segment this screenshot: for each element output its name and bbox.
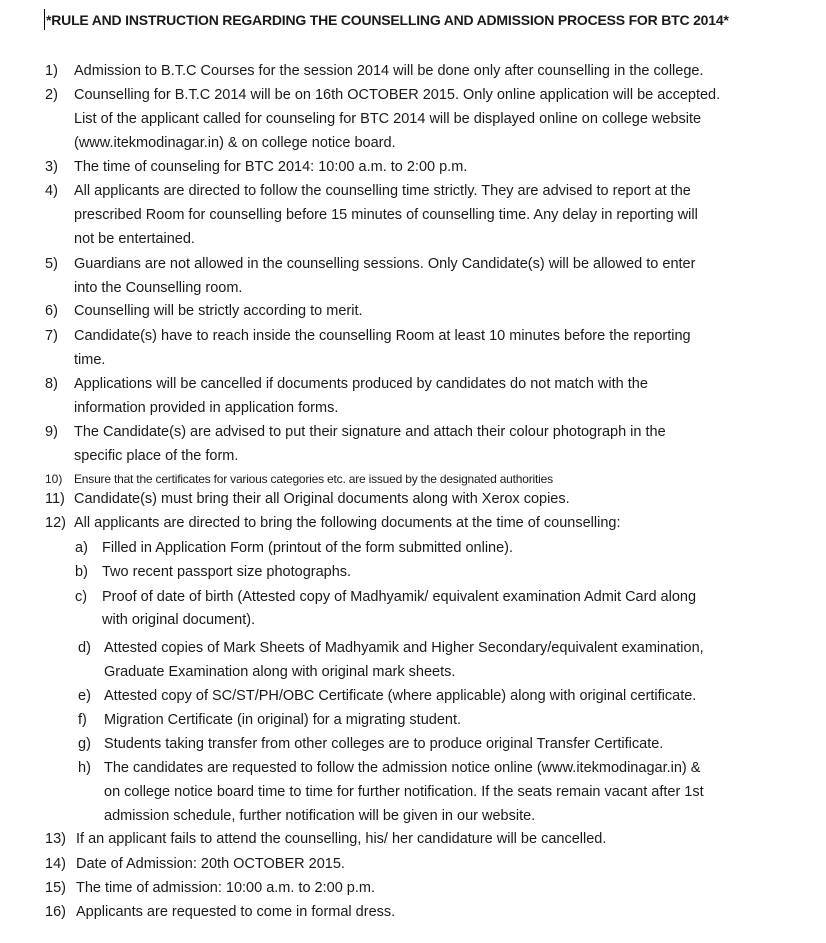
continuation-text: into the Counselling room.	[74, 280, 243, 296]
continuation-text: time.	[74, 352, 106, 368]
list-number: 7)	[45, 328, 58, 344]
list-number: a)	[75, 540, 88, 556]
list-number: 15)	[45, 880, 66, 896]
list-number: 14)	[45, 856, 66, 872]
page-title: *RULE AND INSTRUCTION REGARDING THE COUNSELLING AND ADMISSION PROCESS FOR BTC 2014*	[46, 12, 729, 28]
continuation-text: information provided in application forms.	[74, 400, 339, 416]
list-number: d)	[78, 640, 91, 656]
continuation-text: with original document).	[102, 612, 256, 628]
item-4-text: All applicants are directed to follow the counselling time strictly. They are advised to report at the	[74, 183, 691, 199]
item-13-text: If an applicant fails to attend the counselling, his/ her candidature will be cancelled.	[76, 831, 607, 847]
item-d-text: Attested copies of Mark Sheets of Madhyamik and Higher Secondary/equivalent examination,	[104, 640, 704, 656]
list-number: c)	[75, 589, 88, 605]
list-number: e)	[78, 688, 91, 704]
item-e-text: Attested copy of SC/ST/PH/OBC Certificate (where applicable) along with original certificate.	[104, 688, 697, 704]
list-number: h)	[78, 760, 91, 776]
list-number: b)	[75, 564, 88, 580]
continuation-text: Graduate Examination along with original mark sheets.	[104, 664, 456, 680]
item-6-text: Counselling will be strictly according to merit.	[74, 303, 363, 319]
item-c-text: Proof of date of birth (Attested copy of Madhyamik/ equivalent examination Admit Card along	[102, 589, 697, 605]
continuation-text: admission schedule, further notification will be given in our website.	[104, 808, 536, 824]
item-3-text: The time of counseling for BTC 2014: 10:00 a.m. to 2:00 p.m.	[74, 159, 468, 175]
item-15-text: The time of admission: 10:00 a.m. to 2:00 p.m.	[76, 880, 376, 896]
continuation-text: on college notice board time to time for further notification. If the seats remain vacant after 1st	[104, 784, 704, 800]
item-1-text: Admission to B.T.C Courses for the session 2014 will be done only after counselling in the college.	[74, 63, 704, 79]
list-number: 11)	[45, 491, 65, 507]
item-2-text: Counselling for B.T.C 2014 will be on 16th OCTOBER 2015. Only online application will be accepted.	[74, 87, 721, 103]
item-7-text: Candidate(s) have to reach inside the counselling Room at least 10 minutes before the reporting	[74, 328, 691, 344]
continuation-text: List of the applicant called for counseling for BTC 2014 will be displayed online on college website	[74, 111, 702, 127]
item-b-text: Two recent passport size photographs.	[102, 564, 352, 580]
item-14-text: Date of Admission: 20th OCTOBER 2015.	[76, 856, 345, 872]
list-number: 10)	[45, 472, 63, 486]
item-f-text: Migration Certificate (in original) for a migrating student.	[104, 712, 462, 728]
item-8-text: Applications will be cancelled if documents produced by candidates do not match with the	[74, 376, 648, 392]
item-g-text: Students taking transfer from other colleges are to produce original Transfer Certificate.	[104, 736, 664, 752]
item-12-text: All applicants are directed to bring the following documents at the time of counselling:	[74, 515, 621, 531]
list-number: 6)	[45, 303, 58, 319]
list-number: 13)	[45, 831, 66, 847]
item-9-text: The Candidate(s) are advised to put their signature and attach their colour photograph in the	[74, 424, 666, 440]
item-a-text: Filled in Application Form (printout of the form submitted online).	[102, 540, 514, 556]
list-number: f)	[78, 712, 87, 728]
list-number: 3)	[45, 159, 58, 175]
item-5-text: Guardians are not allowed in the counselling sessions. Only Candidate(s) will be allowed to enter	[74, 256, 696, 272]
continuation-text: not be entertained.	[74, 231, 195, 247]
list-number: 16)	[45, 904, 66, 920]
item-10-text: Ensure that the certificates for various categories etc. are issued by the designated authorities	[74, 472, 553, 486]
list-number: 5)	[45, 256, 58, 272]
continuation-text: (www.itekmodinagar.in) & on college notice board.	[74, 135, 396, 151]
list-number: 12)	[45, 515, 66, 531]
list-number: 9)	[45, 424, 58, 440]
list-number: 8)	[45, 376, 58, 392]
list-number: 1)	[45, 63, 58, 79]
list-number: g)	[78, 736, 91, 752]
continuation-text: specific place of the form.	[74, 448, 239, 464]
continuation-text: prescribed Room for counselling before 15 minutes of counselling time. Any delay in reporting will	[74, 207, 698, 223]
item-h-text: The candidates are requested to follow the admission notice online (www.itekmodinagar.in) &	[104, 760, 701, 776]
text-cursor	[44, 9, 45, 30]
list-number: 4)	[45, 183, 58, 199]
item-16-text: Applicants are requested to come in formal dress.	[76, 904, 396, 920]
item-11-text: Candidate(s) must bring their all Original documents along with Xerox copies.	[74, 491, 570, 507]
list-number: 2)	[45, 87, 58, 103]
